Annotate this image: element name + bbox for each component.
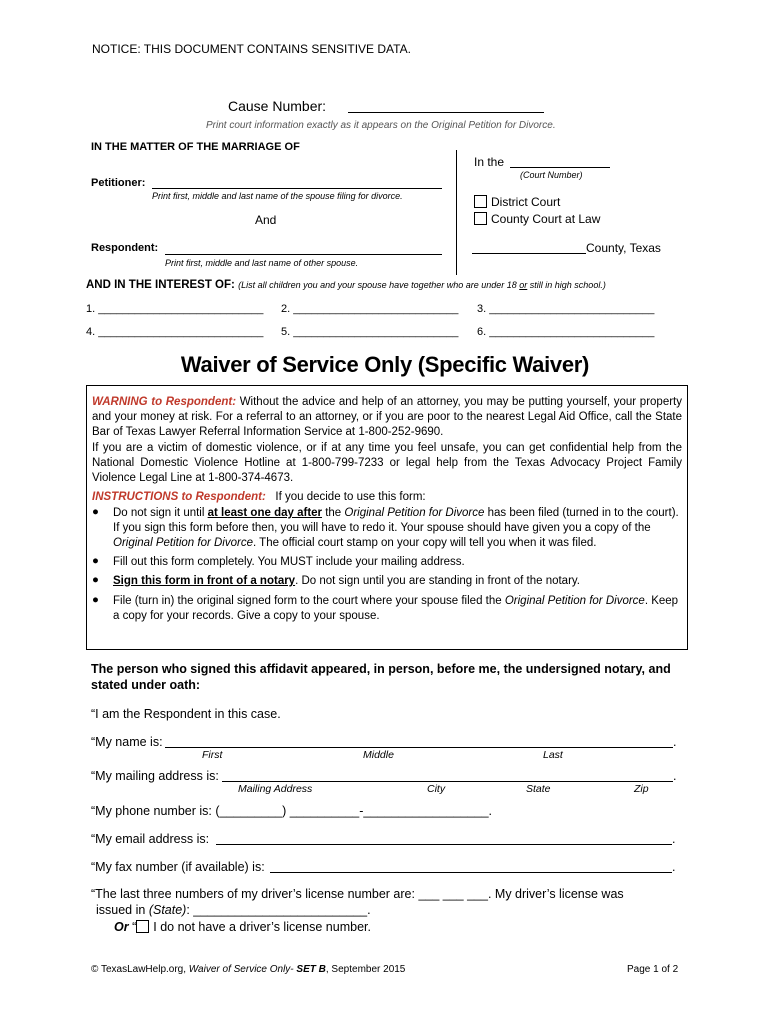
- cause-number-hint: Print court information exactly as it appears on the Original Petition for Divorce.: [206, 120, 556, 131]
- child-6-field[interactable]: 6. ___________________________: [477, 326, 655, 338]
- mailing-period: .: [673, 769, 677, 783]
- county-texas-label: County, Texas: [586, 241, 661, 255]
- bullet-3-text: Sign this form in front of a notary. Do not sign until you are standing in front of the notary.: [113, 575, 580, 587]
- fax-period: .: [672, 860, 676, 874]
- petitioner-name-field[interactable]: [152, 188, 442, 189]
- middle-name-label: Middle: [363, 749, 394, 761]
- drivers-license-state[interactable]: issued in (State): _________________________.: [96, 903, 371, 917]
- court-number-hint: (Court Number): [520, 170, 583, 180]
- matter-heading: IN THE MATTER OF THE MARRIAGE OF: [91, 141, 300, 153]
- caption-divider: [456, 150, 457, 275]
- mailing-address-label: Mailing Address: [238, 783, 313, 795]
- affidavit-heading: The person who signed this affidavit appeared, in person, before me, the undersigned notary, and stated under oath:: [91, 662, 671, 692]
- county-name-field[interactable]: [472, 253, 586, 254]
- city-label: City: [427, 783, 446, 795]
- bullet-1-text: Do not sign it until at least one day after the Original Petition for Divorce has been filed (turned in to the court). If you sign this form before then, you will have to redo it. Your spouse should have given you a copy of the Original Petition for Divorce. The official court stamp on your copy will tell you when it was filed.: [113, 507, 679, 549]
- email-period: .: [672, 832, 676, 846]
- state-label: State: [526, 783, 551, 795]
- county-court-checkbox[interactable]: [474, 212, 487, 225]
- name-period: .: [673, 735, 677, 749]
- drivers-license-line[interactable]: “The last three numbers of my driver’s license number are: ___ ___ ___. My driver’s license was: [91, 887, 624, 901]
- in-the-label: In the: [474, 155, 505, 169]
- no-license-label: I do not have a driver’s license number.: [153, 920, 371, 934]
- district-court-label: District Court: [491, 195, 561, 209]
- domestic-violence-paragraph: If you are a victim of domestic violence, or if at any time you feel unsafe, you can get confidential help from the National Domestic Violence Hotline at 1-800-799-7233 or legal help from the Texas Advocacy Project Family Violence Legal Line at 1-800-374-4673.: [92, 442, 682, 484]
- email-field[interactable]: [216, 844, 672, 845]
- fax-field[interactable]: [270, 872, 672, 873]
- zip-label: Zip: [634, 783, 649, 795]
- court-number-field[interactable]: [510, 167, 610, 168]
- child-2-field[interactable]: 2. ___________________________: [281, 303, 459, 315]
- name-field[interactable]: [165, 747, 673, 748]
- bullet-3-marker: ●: [92, 574, 99, 586]
- no-license-checkbox[interactable]: [136, 920, 149, 933]
- cause-number-label: Cause Number:: [228, 98, 327, 114]
- fax-label: “My fax number (if available) is:: [91, 860, 265, 874]
- bullet-2-text: Fill out this form completely. You MUST include your mailing address.: [113, 556, 465, 568]
- phone-field[interactable]: “My phone number is: (_________) __________-__________________.: [91, 804, 493, 818]
- or-label: Or: [114, 920, 129, 934]
- name-label: “My name is:: [91, 735, 163, 749]
- document-title: Waiver of Service Only (Specific Waiver): [180, 352, 590, 377]
- warning-paragraph: WARNING to Respondent: Without the advice and help of an attorney, you may be putting yourself, your property and your money at risk. For a referral to an attorney, or if you are poor to the nearest Legal Aid Office, call the State Bar of Texas Lawyer Referral Information Service at 1-800-252-9690.: [92, 396, 682, 438]
- child-5-field[interactable]: 5. ___________________________: [281, 326, 459, 338]
- bullet-4-text: File (turn in) the original signed form to the court where your spouse filed the Original Petition for Divorce. Keep a copy for your records. Give a copy to your spouse.: [113, 595, 679, 622]
- respondent-name-field[interactable]: [165, 254, 442, 255]
- county-court-label: County Court at Law: [491, 212, 601, 226]
- footer-credit: © TexasLawHelp.org, Waiver of Service Only- SET B, September 2015: [91, 964, 406, 975]
- instructions-paragraph: INSTRUCTIONS to Respondent: If you decide to use this form:: [92, 491, 426, 503]
- child-1-field[interactable]: 1. ___________________________: [86, 303, 264, 315]
- notice-text: NOTICE: THIS DOCUMENT CONTAINS SENSITIVE DATA.: [92, 42, 411, 56]
- interest-hint: (List all children you and your spouse have together who are under 18 or still in high school.): [238, 280, 606, 290]
- respondent-label: Respondent:: [91, 242, 159, 254]
- petitioner-hint: Print first, middle and last name of the spouse filing for divorce.: [152, 191, 403, 201]
- district-court-checkbox[interactable]: [474, 195, 487, 208]
- bullet-2-marker: ●: [92, 555, 99, 567]
- bullet-4-marker: ●: [92, 594, 99, 606]
- email-label: “My email address is:: [91, 832, 210, 846]
- page-number: Page 1 of 2: [627, 964, 679, 975]
- bullet-1-marker: ●: [92, 506, 99, 518]
- respondent-statement: “I am the Respondent in this case.: [91, 707, 281, 721]
- mailing-label: “My mailing address is:: [91, 769, 219, 783]
- child-4-field[interactable]: 4. ___________________________: [86, 326, 264, 338]
- interest-heading: AND IN THE INTEREST OF:: [86, 279, 235, 291]
- cause-number-field[interactable]: [348, 112, 544, 113]
- respondent-hint: Print first, middle and last name of other spouse.: [165, 258, 359, 268]
- child-3-field[interactable]: 3. ___________________________: [477, 303, 655, 315]
- and-text: And: [255, 213, 277, 227]
- last-name-label: Last: [543, 749, 563, 761]
- petitioner-label: Petitioner:: [91, 177, 146, 189]
- mailing-address-field[interactable]: [222, 781, 673, 782]
- no-license-quote: “: [132, 920, 137, 934]
- first-name-label: First: [202, 749, 223, 761]
